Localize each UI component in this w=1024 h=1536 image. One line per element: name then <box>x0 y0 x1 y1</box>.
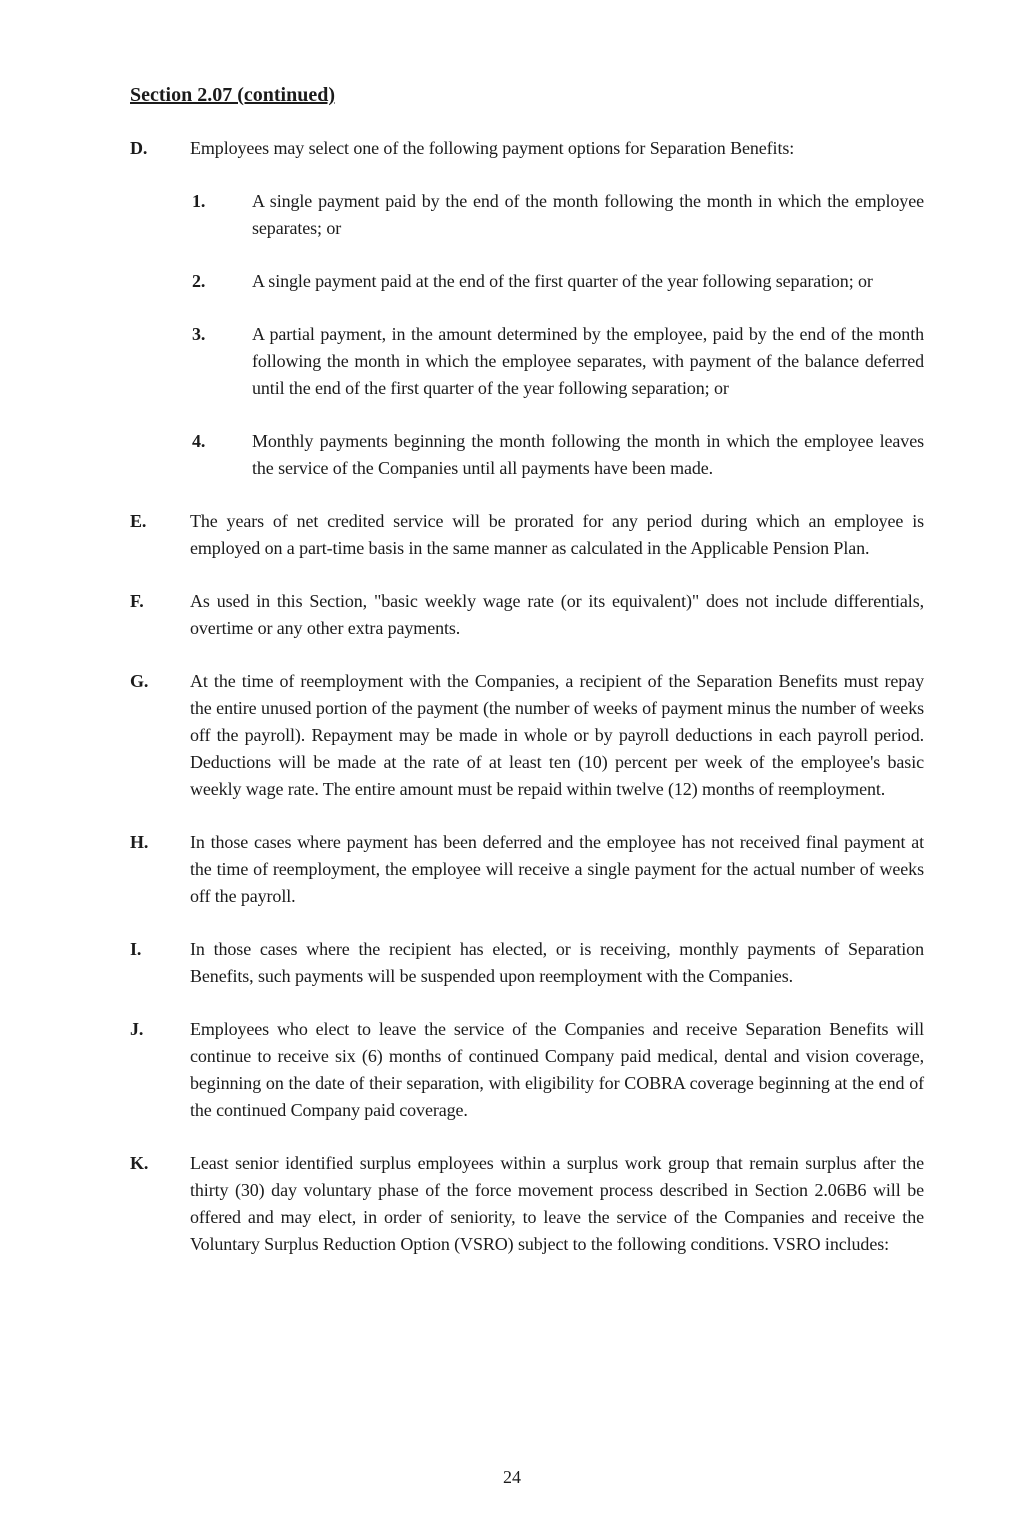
item-D-text: Employees may select one of the following payment options for Separation Benefits: <box>190 138 795 158</box>
item-H <box>130 829 924 910</box>
item-G-label: G. <box>130 671 149 691</box>
subitem-3 <box>192 321 924 402</box>
item-E-text: The years of net credited service will be prorated for any period during which an employee is employed on a part-time basis in the same manner as calculated in the Applicable Pension Plan. <box>190 511 924 558</box>
item-H-label: H. <box>130 832 149 852</box>
subitem-1-label: 1. <box>192 191 206 211</box>
section-heading: Section 2.07 (continued) <box>130 84 335 106</box>
item-G <box>130 668 924 803</box>
subitem-3-text: A partial payment, in the amount determined by the employee, paid by the end of the month following the month in which the employee separates, with payment of the balance deferred until the end of the first quarter of the year following separation; or <box>252 324 924 398</box>
item-D-label: D. <box>130 138 148 158</box>
subitem-4 <box>192 428 924 482</box>
item-I-label: I. <box>130 939 142 959</box>
item-J-text: Employees who elect to leave the service of the Companies and receive Separation Benefits will continue to receive six (6) months of continued Company paid medical, dental and vision coverage, beginning on the date of their separation, with eligibility for COBRA coverage beginning at the end of the continued Company paid coverage. <box>190 1019 924 1120</box>
item-J-label: J. <box>130 1019 144 1039</box>
subitem-4-label: 4. <box>192 431 206 451</box>
subitem-1-text: A single payment paid by the end of the month following the month in which the employee separates; or <box>252 191 924 238</box>
page-number: 24 <box>503 1467 521 1487</box>
item-K-text: Least senior identified surplus employees within a surplus work group that remain surplus after the thirty (30) day voluntary phase of the force movement process described in Section 2.06B6 will be offered and may elect, in order of seniority, to leave the service of the Companies and receive the Voluntary Surplus Reduction Option (VSRO) subject to the following conditions. VSRO includes: <box>190 1153 924 1254</box>
subitem-3-label: 3. <box>192 324 206 344</box>
item-K <box>130 1150 924 1258</box>
item-I-text: In those cases where the recipient has elected, or is receiving, monthly payments of Separation Benefits, such payments will be suspended upon reemployment with the Companies. <box>190 939 924 986</box>
item-E-label: E. <box>130 511 147 531</box>
item-D <box>130 135 924 162</box>
item-F-text: As used in this Section, "basic weekly wage rate (or its equivalent)" does not include differentials, overtime or any other extra payments. <box>190 591 924 638</box>
subitem-1 <box>192 188 924 242</box>
item-E <box>130 508 924 562</box>
item-J <box>130 1016 924 1124</box>
item-K-label: K. <box>130 1153 149 1173</box>
item-G-text: At the time of reemployment with the Companies, a recipient of the Separation Benefits must repay the entire unused portion of the payment (the number of weeks of payment minus the number of weeks off the payroll). Repayment may be made in whole or by payroll deductions in each payroll period. Deductions will be made at the rate of at least ten (10) percent per week of the employee's basic weekly wage rate. The entire amount must be repaid within twelve (12) months of reemployment. <box>190 671 924 799</box>
item-I <box>130 936 924 990</box>
item-H-text: In those cases where payment has been deferred and the employee has not received final payment at the time of reemployment, the employee will receive a single payment for the actual number of weeks off the payroll. <box>190 832 924 906</box>
item-F <box>130 588 924 642</box>
subitem-2-text: A single payment paid at the end of the first quarter of the year following separation; or <box>252 271 873 291</box>
subitem-2-label: 2. <box>192 271 206 291</box>
subitem-4-text: Monthly payments beginning the month following the month in which the employee leaves the service of the Companies until all payments have been made. <box>252 431 924 478</box>
subitem-2 <box>192 268 924 295</box>
item-F-label: F. <box>130 591 144 611</box>
